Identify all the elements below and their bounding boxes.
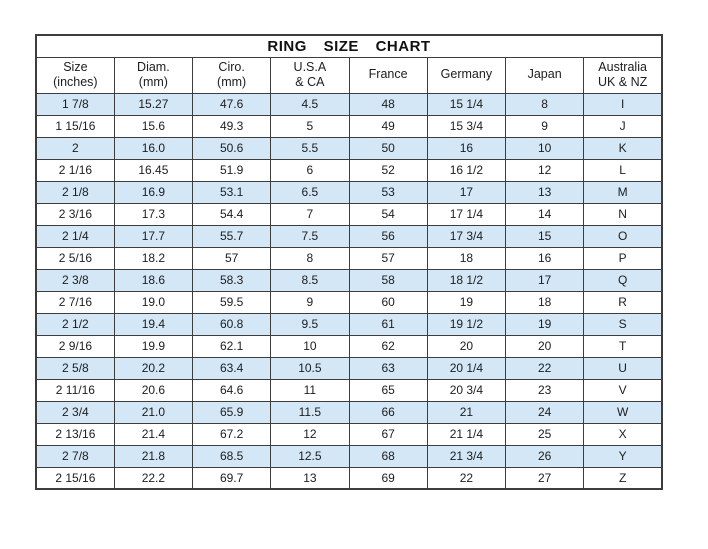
table-cell: 2 9/16 <box>36 335 114 357</box>
table-cell: S <box>584 313 662 335</box>
table-cell: 2 15/16 <box>36 467 114 489</box>
column-header-label: Diam. <box>137 59 170 74</box>
column-header-australia-uk-nz <box>584 57 662 93</box>
column-header-sublabel: & CA <box>295 75 325 90</box>
table-cell: W <box>584 401 662 423</box>
table-cell: 18.6 <box>114 269 192 291</box>
table-cell: 65.9 <box>193 401 271 423</box>
table-row <box>36 423 662 445</box>
table-cell: 50.6 <box>193 137 271 159</box>
table-cell: 17 <box>427 181 505 203</box>
table-cell: 68.5 <box>193 445 271 467</box>
table-row <box>36 115 662 137</box>
table-cell: Z <box>584 467 662 489</box>
table-cell: 68 <box>349 445 427 467</box>
table-cell: 4.5 <box>271 93 349 115</box>
table-cell: 54.4 <box>193 203 271 225</box>
table-cell: 10.5 <box>271 357 349 379</box>
ring-size-chart-container <box>35 34 663 490</box>
table-cell: 19.9 <box>114 335 192 357</box>
table-cell: 2 1/16 <box>36 159 114 181</box>
page-title: RING SIZE CHART <box>36 35 662 57</box>
table-cell: 67.2 <box>193 423 271 445</box>
table-cell: 22.2 <box>114 467 192 489</box>
table-cell: 18 <box>427 247 505 269</box>
table-cell: 61 <box>349 313 427 335</box>
column-header-label: Ciro. <box>218 59 245 74</box>
table-cell: K <box>584 137 662 159</box>
table-cell: 51.9 <box>193 159 271 181</box>
table-row <box>36 335 662 357</box>
table-cell: 20 3/4 <box>427 379 505 401</box>
table-row <box>36 357 662 379</box>
column-header-label: Japan <box>527 67 562 82</box>
table-cell: U <box>584 357 662 379</box>
table-row <box>36 203 662 225</box>
table-cell: 60.8 <box>193 313 271 335</box>
table-cell: 57 <box>193 247 271 269</box>
column-header-u-s-a-ca <box>271 57 349 93</box>
table-cell: 12.5 <box>271 445 349 467</box>
table-cell: 16 <box>427 137 505 159</box>
table-cell: 53.1 <box>193 181 271 203</box>
column-header-label: U.S.A <box>293 59 327 74</box>
table-row <box>36 291 662 313</box>
table-cell: 2 5/16 <box>36 247 114 269</box>
table-cell: 21.4 <box>114 423 192 445</box>
column-header-row <box>36 57 662 93</box>
table-cell: 49.3 <box>193 115 271 137</box>
table-cell: 11 <box>271 379 349 401</box>
table-cell: 66 <box>349 401 427 423</box>
table-row <box>36 225 662 247</box>
table-cell: 1 15/16 <box>36 115 114 137</box>
table-cell: 15.27 <box>114 93 192 115</box>
table-cell: 7 <box>271 203 349 225</box>
table-cell: 12 <box>506 159 584 181</box>
table-row <box>36 313 662 335</box>
table-cell: 10 <box>506 137 584 159</box>
table-cell: 27 <box>506 467 584 489</box>
table-cell: 21.0 <box>114 401 192 423</box>
table-cell: V <box>584 379 662 401</box>
table-cell: 63 <box>349 357 427 379</box>
table-cell: 21 1/4 <box>427 423 505 445</box>
table-cell: R <box>584 291 662 313</box>
table-row <box>36 137 662 159</box>
table-cell: 25 <box>506 423 584 445</box>
table-cell: 20 1/4 <box>427 357 505 379</box>
table-cell: 21 3/4 <box>427 445 505 467</box>
table-cell: 62.1 <box>193 335 271 357</box>
table-cell: 16 1/2 <box>427 159 505 181</box>
table-cell: 55.7 <box>193 225 271 247</box>
column-header-size-inches <box>36 57 114 93</box>
table-cell: 56 <box>349 225 427 247</box>
column-header-label: Germany <box>440 67 493 82</box>
table-body <box>36 93 662 489</box>
table-cell: 47.6 <box>193 93 271 115</box>
table-cell: 15 3/4 <box>427 115 505 137</box>
table-cell: 20 <box>427 335 505 357</box>
column-header-germany <box>427 57 505 93</box>
table-cell: 50 <box>349 137 427 159</box>
table-cell: 58.3 <box>193 269 271 291</box>
column-header-diam-mm <box>114 57 192 93</box>
table-cell: 19 <box>427 291 505 313</box>
table-cell: 13 <box>271 467 349 489</box>
table-cell: 19 <box>506 313 584 335</box>
table-cell: 20.2 <box>114 357 192 379</box>
table-row <box>36 181 662 203</box>
table-cell: 19.4 <box>114 313 192 335</box>
column-header-france <box>349 57 427 93</box>
table-cell: 26 <box>506 445 584 467</box>
table-cell: 2 1/2 <box>36 313 114 335</box>
column-header-japan <box>506 57 584 93</box>
table-cell: 2 3/4 <box>36 401 114 423</box>
table-cell: 5.5 <box>271 137 349 159</box>
table-cell: 18 <box>506 291 584 313</box>
table-cell: 64.6 <box>193 379 271 401</box>
column-header-sublabel: (mm) <box>138 75 168 90</box>
column-header-sublabel: (mm) <box>217 75 247 90</box>
table-cell: 17.3 <box>114 203 192 225</box>
table-cell: 2 3/16 <box>36 203 114 225</box>
table-cell: 16.45 <box>114 159 192 181</box>
ring-size-table <box>35 34 663 490</box>
table-cell: 13 <box>506 181 584 203</box>
table-cell: 2 11/16 <box>36 379 114 401</box>
table-cell: 67 <box>349 423 427 445</box>
table-cell: 9 <box>271 291 349 313</box>
table-cell: Q <box>584 269 662 291</box>
table-cell: 1 7/8 <box>36 93 114 115</box>
table-cell: 69 <box>349 467 427 489</box>
table-row <box>36 269 662 291</box>
table-cell: 2 1/4 <box>36 225 114 247</box>
table-cell: 15.6 <box>114 115 192 137</box>
table-cell: 14 <box>506 203 584 225</box>
table-cell: 7.5 <box>271 225 349 247</box>
table-cell: 18.2 <box>114 247 192 269</box>
table-cell: 21.8 <box>114 445 192 467</box>
table-cell: 15 <box>506 225 584 247</box>
table-cell: 10 <box>271 335 349 357</box>
table-cell: 2 7/16 <box>36 291 114 313</box>
table-cell: J <box>584 115 662 137</box>
table-cell: 17 <box>506 269 584 291</box>
table-cell: 2 1/8 <box>36 181 114 203</box>
table-cell: 19.0 <box>114 291 192 313</box>
table-row <box>36 401 662 423</box>
table-cell: I <box>584 93 662 115</box>
table-cell: 16.0 <box>114 137 192 159</box>
column-header-ciro-mm <box>193 57 271 93</box>
table-cell: X <box>584 423 662 445</box>
table-cell: 22 <box>427 467 505 489</box>
table-cell: 2 7/8 <box>36 445 114 467</box>
table-cell: 9.5 <box>271 313 349 335</box>
table-cell: L <box>584 159 662 181</box>
table-cell: 48 <box>349 93 427 115</box>
table-cell: P <box>584 247 662 269</box>
table-cell: 6 <box>271 159 349 181</box>
table-cell: 65 <box>349 379 427 401</box>
table-cell: 54 <box>349 203 427 225</box>
table-cell: 2 3/8 <box>36 269 114 291</box>
table-cell: 63.4 <box>193 357 271 379</box>
table-row <box>36 379 662 401</box>
table-cell: 57 <box>349 247 427 269</box>
table-cell: 8 <box>506 93 584 115</box>
table-row <box>36 445 662 467</box>
table-cell: 16 <box>506 247 584 269</box>
table-cell: M <box>584 181 662 203</box>
table-cell: 5 <box>271 115 349 137</box>
table-cell: 58 <box>349 269 427 291</box>
column-header-label: France <box>368 67 408 82</box>
table-cell: 23 <box>506 379 584 401</box>
table-cell: 18 1/2 <box>427 269 505 291</box>
table-cell: 2 <box>36 137 114 159</box>
table-cell: 62 <box>349 335 427 357</box>
title-row <box>36 35 662 57</box>
table-cell: 16.9 <box>114 181 192 203</box>
table-cell: Y <box>584 445 662 467</box>
table-cell: 2 5/8 <box>36 357 114 379</box>
table-cell: 11.5 <box>271 401 349 423</box>
table-cell: 17 3/4 <box>427 225 505 247</box>
table-cell: 9 <box>506 115 584 137</box>
table-cell: 17 1/4 <box>427 203 505 225</box>
table-row <box>36 93 662 115</box>
table-cell: 20 <box>506 335 584 357</box>
table-cell: 22 <box>506 357 584 379</box>
column-header-sublabel: UK & NZ <box>597 75 648 90</box>
table-cell: 24 <box>506 401 584 423</box>
table-cell: 49 <box>349 115 427 137</box>
table-cell: 19 1/2 <box>427 313 505 335</box>
table-cell: 59.5 <box>193 291 271 313</box>
column-header-label: Australia <box>598 59 647 74</box>
table-cell: 52 <box>349 159 427 181</box>
table-cell: 21 <box>427 401 505 423</box>
table-cell: 69.7 <box>193 467 271 489</box>
table-cell: 15 1/4 <box>427 93 505 115</box>
table-cell: 17.7 <box>114 225 192 247</box>
column-header-sublabel: (inches) <box>53 75 98 90</box>
table-row <box>36 247 662 269</box>
table-cell: 12 <box>271 423 349 445</box>
table-cell: 8.5 <box>271 269 349 291</box>
table-cell: 8 <box>271 247 349 269</box>
table-cell: T <box>584 335 662 357</box>
table-cell: O <box>584 225 662 247</box>
table-cell: 53 <box>349 181 427 203</box>
table-cell: 60 <box>349 291 427 313</box>
column-header-label: Size <box>63 59 88 74</box>
table-cell: N <box>584 203 662 225</box>
table-cell: 2 13/16 <box>36 423 114 445</box>
table-row <box>36 159 662 181</box>
table-cell: 6.5 <box>271 181 349 203</box>
table-cell: 20.6 <box>114 379 192 401</box>
table-row <box>36 467 662 489</box>
